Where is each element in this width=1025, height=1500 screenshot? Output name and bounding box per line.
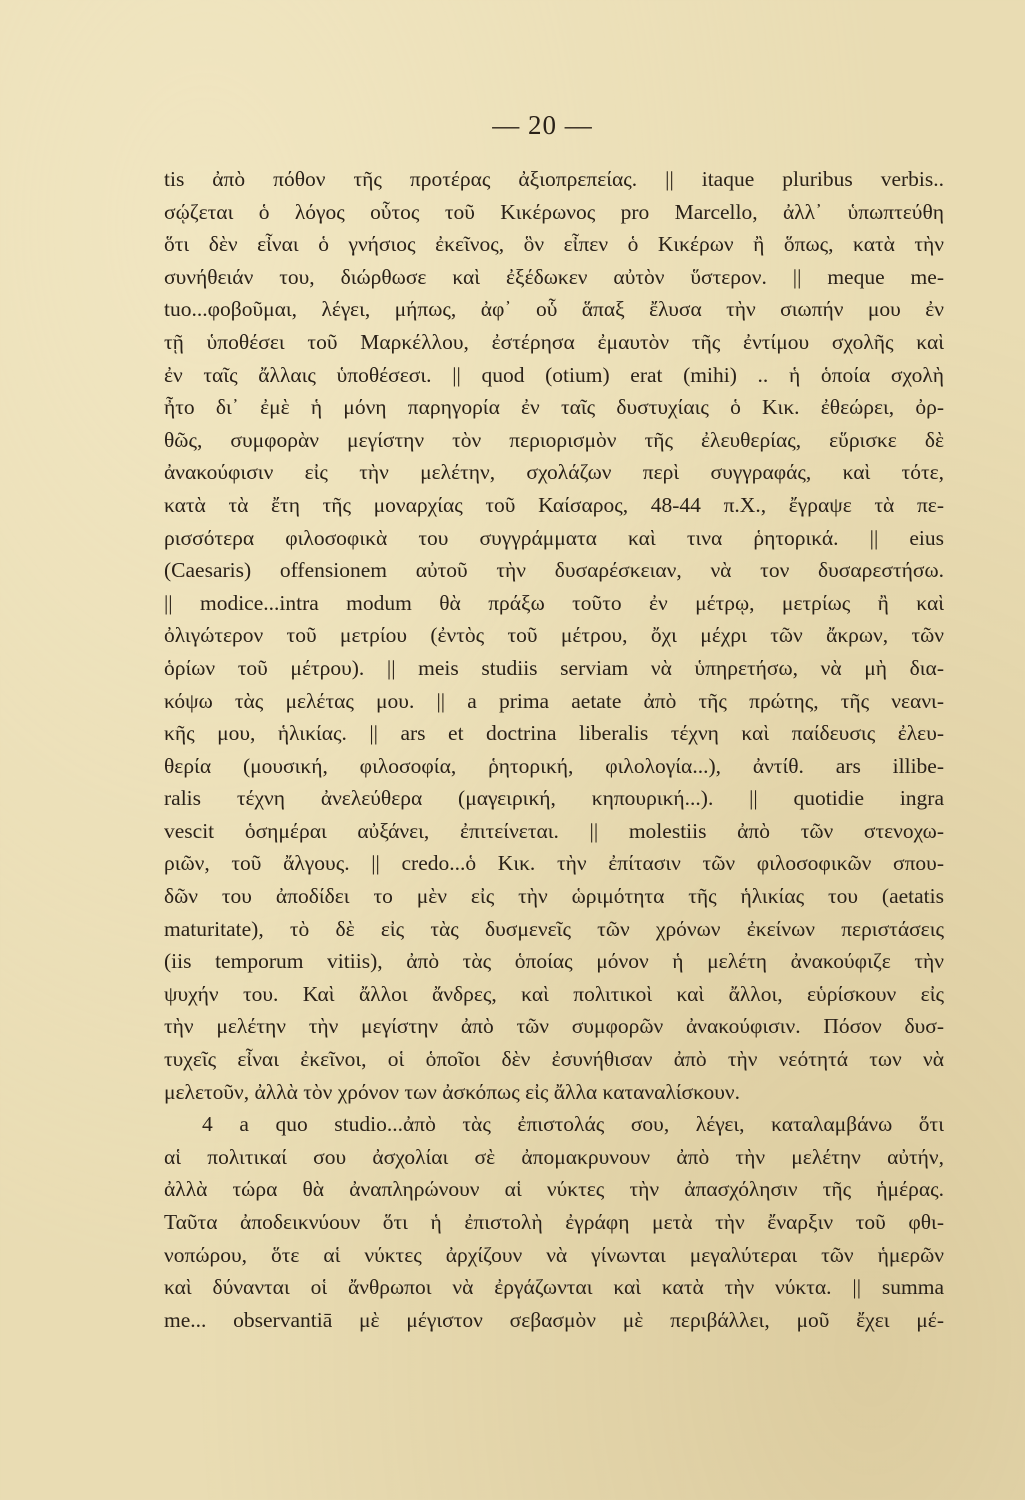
text-line: θερία (μουσική, φιλοσοφία, ῥητορική, φιλολογία...), ἀντίθ. ars illibe-	[164, 753, 944, 778]
text-line: tuo...φοβοῦμαι, λέγει, μήπως, ἀφ᾽ οὗ ἅπαξ ἔλυσα τὴν σιωπήν μου ἐν	[164, 297, 944, 322]
text-line: δῶν του ἀποδίδει το μὲν εἰς τὴν ὡριμότητα τῆς ἡλικίας του (aetatis	[164, 884, 944, 909]
text-line: ρισσότερα φιλοσοφικὰ του συγγράμματα καὶ τινα ῥητορικά. || eius	[164, 525, 944, 550]
text-line: ἀλλὰ τώρα θὰ ἀναπληρώνουν αἱ νύκτες τὴν ἀπασχόλησιν τῆς ἡμέρας.	[164, 1177, 944, 1202]
text-line: maturitate), τὸ δὲ εἰς τὰς δυσμενεῖς τῶν χρόνων ἐκείνων περιστάσεις	[164, 916, 944, 941]
text-line: τὴν μελέτην τὴν μεγίστην ἀπὸ τῶν συμφορῶν ἀνακούφισιν. Πόσον δυσ-	[164, 1014, 944, 1039]
text-line: ἐν ταῖς ἄλλαις ὑποθέσεσι. || quod (otium) erat (mihi) .. ἡ ὁποία σχολὴ	[164, 362, 944, 387]
text-line: ἀνακούφισιν εἰς τὴν μελέτην, σχολάζων περὶ συγγραφάς, καὶ τότε,	[164, 460, 944, 485]
text-line: καὶ δύνανται οἱ ἄνθρωποι νὰ ἐργάζωνται καὶ κατὰ τὴν νύκτα. || summa	[164, 1275, 944, 1300]
text-line: || modice...intra modum θὰ πράξω τοῦτο ἐν μέτρῳ, μετρίως ἢ καὶ	[164, 590, 944, 615]
text-line: θῶς, συμφορὰν μεγίστην τὸν περιορισμὸν τῆς ἐλευθερίας, εὕρισκε δὲ	[164, 427, 944, 452]
text-line: me... observantiā μὲ μέγιστον σεβασμὸν μὲ περιβάλλει, μοῦ ἔχει μέ-	[164, 1307, 944, 1332]
text-line: σῴζεται ὁ λόγος οὗτος τοῦ Κικέρωνος pro Marcello, ἀλλ᾽ ὑπωπτεύθη	[164, 199, 944, 224]
text-line: Ταῦτα ἀποδεικνύουν ὅτι ἡ ἐπιστολὴ ἐγράφη μετὰ τὴν ἔναρξιν τοῦ φθι-	[164, 1210, 944, 1234]
text-line: κῆς μου, ἡλικίας. || ars et doctrina liberalis τέχνη καὶ παίδευσις ἐλευ-	[164, 721, 944, 746]
text-line: ὀλιγώτερον τοῦ μετρίου (ἐντὸς τοῦ μέτρου, ὄχι μέχρι τῶν ἄκρων, τῶν	[164, 623, 944, 648]
page-number: — 20 —	[492, 110, 593, 140]
text-line: 4 a quo studio...ἀπὸ τὰς ἐπιστολάς σου, λέγει, καταλαμβάνω ὅτι	[202, 1112, 944, 1137]
text-line: αἱ πολιτικαί σου ἀσχολίαι σὲ ἀπομακρυνουν ἀπὸ τὴν μελέτην αὐτήν,	[164, 1144, 944, 1169]
text-line: τῇ ὑποθέσει τοῦ Μαρκέλλου, ἐστέρησα ἐμαυτὸν τῆς ἐντίμου σχολῆς καὶ	[164, 329, 944, 354]
text-line: κατὰ τὰ ἔτη τῆς μοναρχίας τοῦ Καίσαρος, 48-44 π.Χ., ἔγραψε τὰ πε-	[164, 492, 944, 517]
text-line: ἦτο δι᾽ ἐμὲ ἡ μόνη παρηγορία ἐν ταῖς δυστυχίαις ὁ Κικ. ἐθεώρει, ὀρ-	[164, 395, 944, 420]
text-line: ὅτι δὲν εἶναι ὁ γνήσιος ἐκεῖνος, ὃν εἶπεν ὁ Κικέρων ἢ ὅπως, κατὰ τὴν	[164, 232, 944, 257]
commentary-text	[164, 163, 944, 1336]
text-line: tis ἀπὸ πόθον τῆς προτέρας ἀξιοπρεπείας. || itaque pluribus verbis..	[164, 167, 944, 191]
text-line: (iis temporum vitiis), ἀπὸ τὰς ὁποίας μόνον ἡ μελέτη ἀνακούφιζε τὴν	[164, 949, 944, 974]
text-line: ὁρίων τοῦ μέτρου). || meis studiis serviam νὰ ὑπηρετήσω, νὰ μὴ δια-	[164, 655, 944, 680]
text-line: νοπώρου, ὅτε αἱ νύκτες ἀρχίζουν νὰ γίνωνται μεγαλύτεραι τῶν ἡμερῶν	[164, 1242, 944, 1267]
text-line: συνήθειάν του, διώρθωσε καὶ ἐξέδωκεν αὐτὸν ὕστερον. || meque me-	[164, 264, 944, 289]
text-line: (Caesaris) offensionem αὐτοῦ τὴν δυσαρέσκειαν, νὰ τον δυσαρεστήσω.	[164, 558, 944, 583]
text-line: μελετοῦν, ἀλλὰ τὸν χρόνον των ἀσκόπως εἰς ἄλλα καταναλίσκουν.	[164, 1079, 740, 1104]
text-line: ψυχήν του. Καὶ ἄλλοι ἄνδρες, καὶ πολιτικοὶ καὶ ἄλλοι, εὑρίσκουν εἰς	[164, 981, 944, 1006]
text-line: ralis τέχνη ἀνελεύθερα (μαγειρική, κηπουρική...). || quotidie ingra	[164, 786, 944, 811]
text-line: τυχεῖς εἶναι ἐκεῖνοι, οἱ ὁποῖοι δὲν ἐσυνήθισαν ἀπὸ τὴν νεότητά των νὰ	[164, 1047, 944, 1072]
text-line: vescit ὁσημέραι αὐξάνει, ἐπιτείνεται. || molestiis ἀπὸ τῶν στενοχω-	[164, 818, 944, 843]
text-line: ριῶν, τοῦ ἄλγους. || credo...ὁ Κικ. τὴν ἐπίτασιν τῶν φιλοσοφικῶν σπου-	[164, 851, 944, 876]
text-line: κόψω τὰς μελέτας μου. || a prima aetate ἀπὸ τῆς πρώτης, τῆς νεανι-	[164, 688, 944, 713]
